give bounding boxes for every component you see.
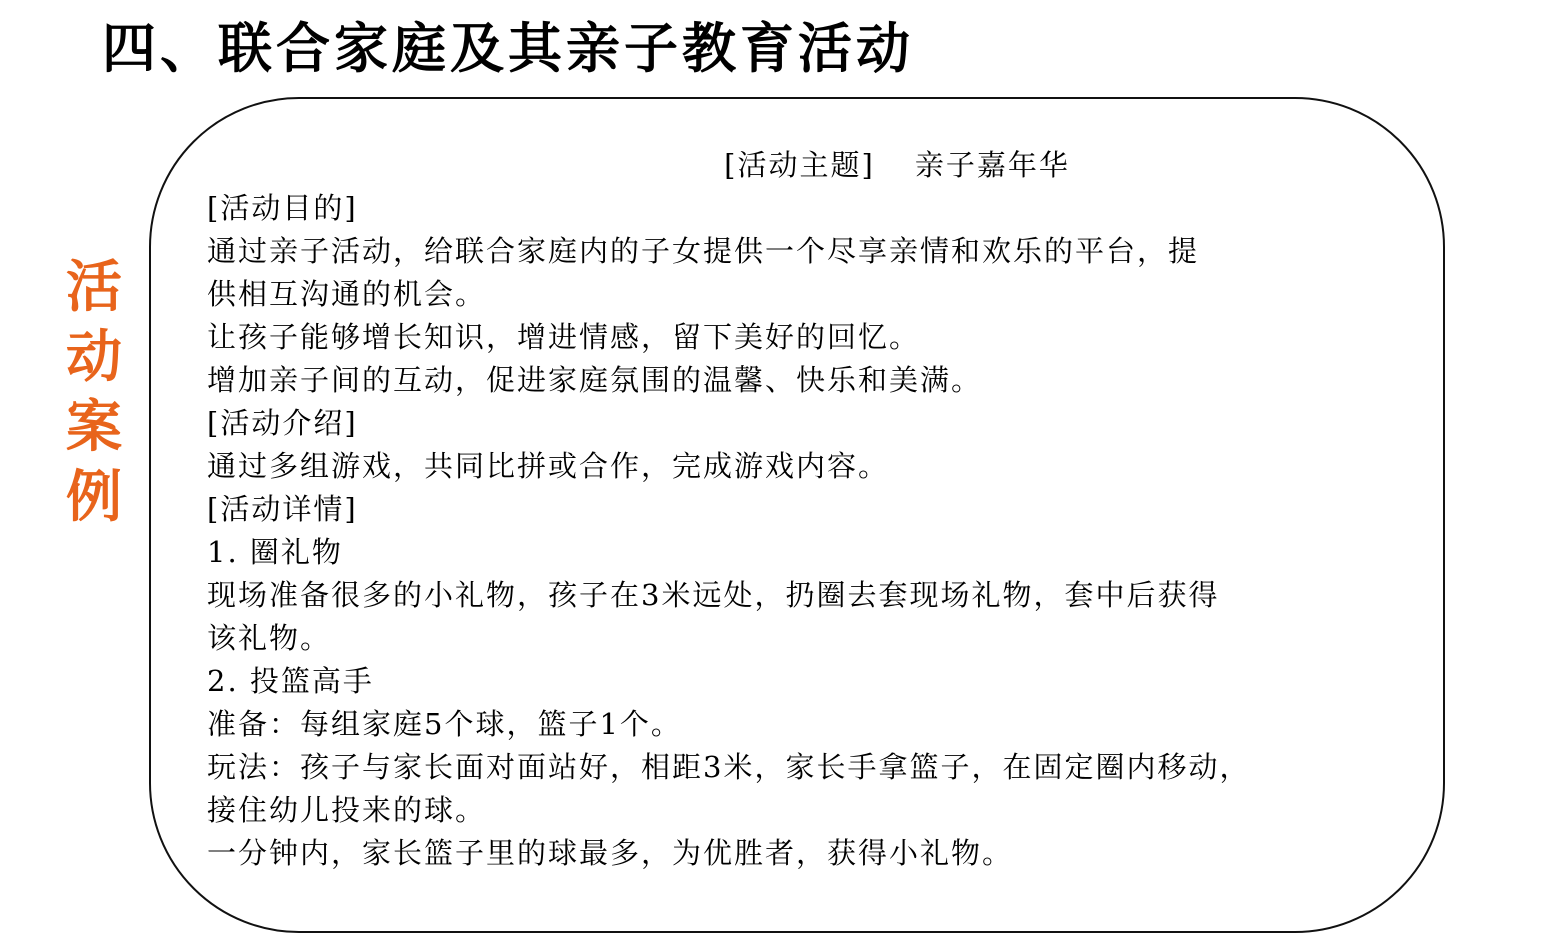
theme-value: 亲子嘉年华 — [914, 148, 1070, 182]
text-line: 玩法：孩子与家长面对面站好，相距3米，家长手拿篮子，在固定圈内移动， — [207, 750, 1251, 784]
text-line: 现场准备很多的小礼物，孩子在3米远处，扔圈去套现场礼物，套中后获得 — [207, 578, 1220, 612]
side-label-char: 动 — [66, 324, 122, 390]
side-label-activity-case — [58, 252, 130, 532]
text-line: 一分钟内，家长篮子里的球最多，为优胜者，获得小礼物。 — [207, 836, 1014, 870]
text-line: 供相互沟通的机会。 — [207, 277, 487, 311]
side-label-char: 例 — [66, 464, 122, 530]
text-line: 通过多组游戏，共同比拼或合作，完成游戏内容。 — [207, 449, 890, 483]
text-line: 该礼物。 — [207, 621, 332, 655]
theme-label: [活动主题] — [724, 148, 875, 182]
side-label-char: 案 — [66, 394, 122, 460]
activity-theme-line — [207, 144, 1207, 187]
text-line: 让孩子能够增长知识，增进情感，留下美好的回忆。 — [207, 320, 921, 354]
page-title: 四、联合家庭及其亲子教育活动 — [102, 17, 914, 80]
text-line: 通过亲子活动，给联合家庭内的子女提供一个尽享亲情和欢乐的平台，提 — [207, 234, 1200, 268]
game-title-basket: 2. 投篮高手 — [207, 664, 374, 698]
content-body — [207, 144, 1407, 875]
section-heading-introduction: [活动介绍] — [207, 406, 358, 440]
text-line: 接住幼儿投来的球。 — [207, 793, 487, 827]
section-heading-purpose: [活动目的] — [207, 191, 358, 225]
side-label-char: 活 — [66, 254, 122, 320]
text-line: 准备：每组家庭5个球，篮子1个。 — [207, 707, 682, 741]
section-heading-details: [活动详情] — [207, 492, 358, 526]
text-line: 增加亲子间的互动，促进家庭氛围的温馨、快乐和美满。 — [207, 363, 983, 397]
game-title-ring-toss: 1. 圈礼物 — [207, 535, 343, 569]
